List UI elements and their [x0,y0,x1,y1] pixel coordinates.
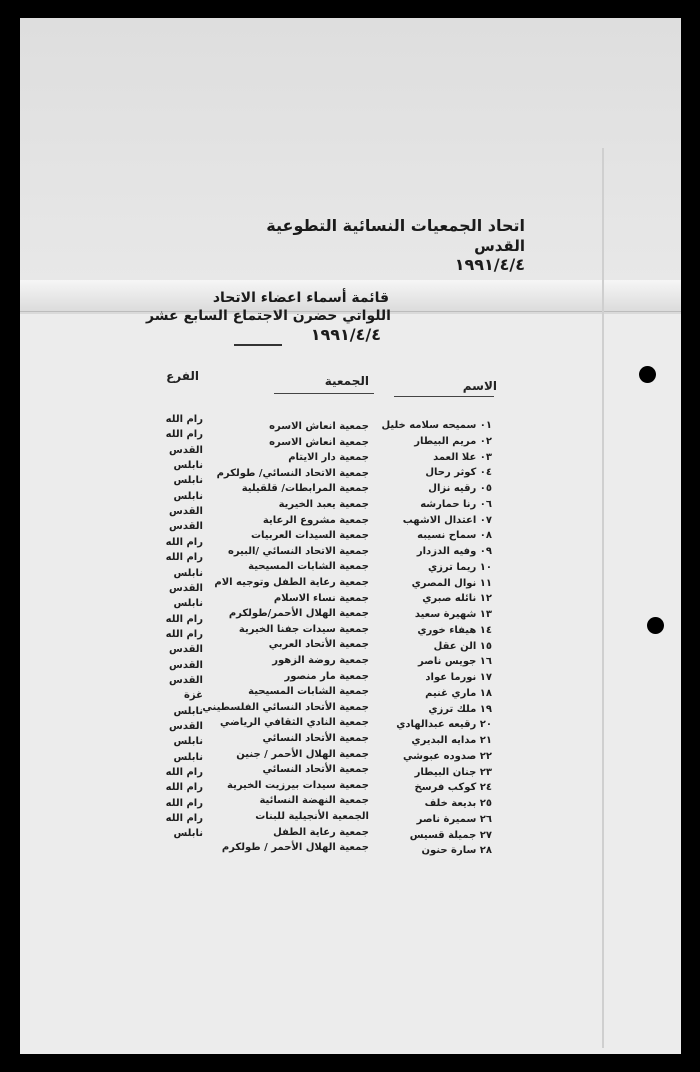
row-branch: القدس [169,674,203,686]
row-association: جمعية الهلال الأحمر / طولكرم [221,842,369,854]
row-branch: نابلس [173,705,203,717]
row-branch: نابلس [173,598,203,610]
row-branch: رام الله [165,628,203,640]
row-name: ١٠ ريما ترزي [427,561,492,573]
row-association: جمعية الشابات المسيحية [248,561,369,573]
row-name: ٠٥ رقيه نزال [428,483,492,494]
column-header-name: الاسم [462,379,497,393]
row-branch: نابلس [173,751,203,763]
name-header-rule [394,396,494,397]
row-name: ١٩ ملك ترزي [428,703,492,715]
row-branch: نابلس [173,460,203,472]
row-name: ٢٢ صدوده عبوشي [402,750,492,762]
row-association: جمعية الاتحاد النسائي/ طولكرم [216,467,369,479]
row-name: ٠٦ رنا حمارشه [420,498,492,510]
row-branch: رام الله [165,552,203,564]
row-branch: القدس [169,582,203,594]
row-association: جمعية مار منصور [284,670,369,682]
row-association: جمعية انعاش الاسره [269,421,369,432]
row-association: جمعية رعاية الطفل [273,826,369,838]
row-association: جمعية سيدات بيرزيت الخيرية [227,779,369,791]
row-name: ٢٠ رقيعه عبدالهادي [396,719,492,731]
row-branch: رام الله [165,429,203,441]
row-branch: نابلس [173,828,203,840]
row-name: ٢٨ سارة حنون [421,845,492,857]
row-association: جمعية النهضة النسائية [259,795,369,807]
row-branch: القدس [169,644,203,656]
row-association: جمعية الأتحاد النسائي الفلسطيني [202,701,369,713]
row-association: جمعية النادي الثقافي الرياضي [219,717,369,729]
document-page [20,18,681,1054]
row-branch: نابلس [173,490,203,502]
row-branch: القدس [169,721,203,732]
row-name: ٠٧ اعتدال الاشهب [402,514,492,526]
list-date: ١٩٩١/٤/٤ [310,325,381,344]
row-branch: رام الله [165,813,203,825]
row-branch: نابلس [173,567,203,579]
row-name: ٠٨ سماح نسيبه [417,530,492,542]
row-association: جمعية الاتحاد النسائي /البيره [227,545,369,557]
row-branch: رام الله [165,782,203,794]
row-name: ٠٣ علا العمد [433,451,492,463]
row-name: ٠٤ كوثر رحال [425,467,492,479]
page-shade [20,18,681,288]
row-name: ١٤ هيفاء خوري [417,624,492,636]
row-name: ٢٧ جميلة قسيس [409,829,492,841]
header-date: ١٩٩١/٤/٤ [454,255,525,274]
column-header-association: الجمعية [324,374,369,388]
row-association: جمعية انعاش الاسره [269,436,369,448]
row-branch: غزة [184,690,203,702]
row-branch: رام الله [165,797,203,809]
row-branch: القدس [169,521,203,533]
list-subtitle: اللواتي حضرن الاجتماع السابع عشر [146,308,391,324]
row-association: جمعية الأتحاد النسائي [262,764,369,776]
row-association: جمعية الأتحاد النسائي [262,733,369,744]
row-name: ١٥ الن عقل [433,640,492,652]
column-header-branch: الفرع [166,369,199,383]
row-association: جمعية يعبد الخيرية [278,499,369,510]
row-name: ١٨ ماري غنيم [425,687,492,699]
org-name: اتحاد الجمعيات النسائية التطوعية [266,216,525,235]
row-branch: رام الله [165,767,203,779]
row-association: الجمعية الأنجيلية للبنات [255,811,369,822]
row-name: ١١ نوال المصري [411,577,492,589]
title-underline [234,344,282,346]
row-name: ١٦ جويس ناصر [418,656,492,668]
row-branch: رام الله [165,414,203,425]
row-association: جمعية الهلال الأحمر/طولكرم [228,608,369,620]
row-name: ١٣ شهيرة سعيد [414,609,492,620]
row-name: ٢٤ كوكب فرسخ [414,782,492,794]
row-name: ٠١ سميحه سلامه خليل [381,420,492,431]
row-association: جمعية المرابطات/ قلقيلية [241,483,369,495]
row-branch: القدس [169,659,203,671]
punch-hole [647,617,664,634]
row-association: جمعية روضة الزهور [272,655,369,666]
row-name: ١٢ نائله صبري [422,593,492,605]
row-branch: نابلس [173,736,203,748]
row-branch: رام الله [165,536,203,548]
row-name: ١٧ نورما عواد [425,672,492,683]
row-branch: نابلس [173,475,203,487]
list-title: قائمة أسماء اعضاء الاتحاد [212,290,389,306]
row-branch: القدس [169,506,203,518]
row-name: ٢٥ بديعة خلف [424,798,492,809]
row-name: ٠٢ مريم البيطار [414,435,492,447]
association-header-rule [274,393,374,394]
row-branch: رام الله [165,613,203,625]
header-city: القدس [474,237,525,255]
row-name: ٢٣ جنان البيطار [414,766,492,778]
vertical-fold [602,148,604,1048]
row-association: جمعية السيدات العربيات [250,530,369,542]
row-branch: القدس [169,444,203,456]
row-association: جمعية رعاية الطفل وتوجيه الام [214,577,369,588]
row-name: ٢٦ سميرة ناصر [416,813,492,825]
row-association: جمعية سيدات جفنا الخيرية [238,623,369,635]
row-name: ٠٩ وفيه الدزدار [416,546,492,557]
row-association: جمعية الشابات المسيحية [248,686,369,698]
row-association: جمعية نساء الاسلام [273,592,369,604]
row-association: جمعية الأتحاد العربي [268,639,369,651]
row-association: جمعية دار الايتام [288,452,369,464]
row-name: ٢١ مدايه البديري [411,735,492,746]
row-association: جمعية الهلال الأحمر / جنين [236,748,369,760]
punch-hole [639,366,656,383]
row-association: جمعية مشروع الرعاية [262,514,369,526]
